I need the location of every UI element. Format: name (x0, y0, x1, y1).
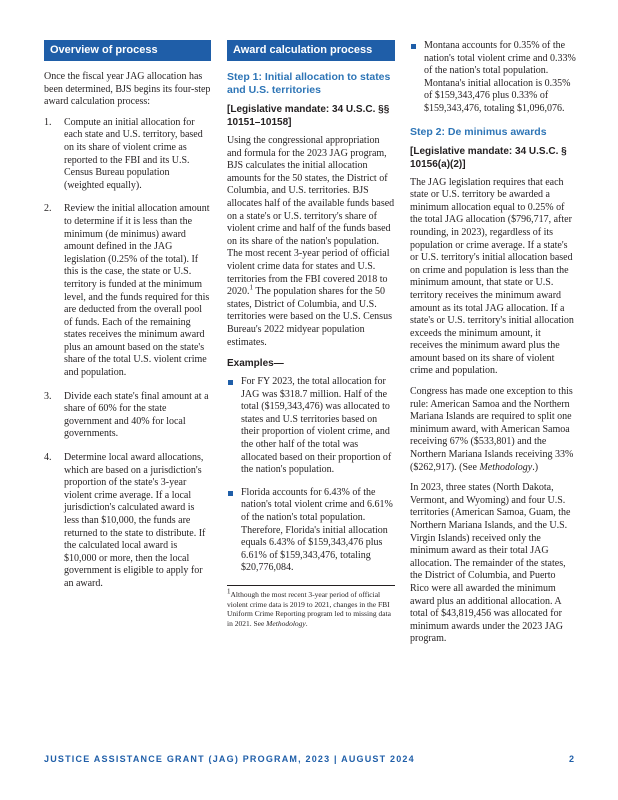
footnote-ref: 1 (249, 283, 253, 292)
bullet-icon (411, 44, 416, 49)
footnote-number: 1 (227, 587, 231, 596)
award-calculation-column (227, 40, 395, 628)
example-text: For FY 2023, the total allocation for JAG was $318.7 million. Half of the total ($159,343,476) was allocated to states and U.S territories based on their proportion of violent crime, and the other half of the total was allocated based on their proportion of the nation's population. (241, 376, 392, 476)
example-item (227, 487, 395, 575)
step1-body-text-2: The population shares for the 50 states, District of Columbia, and U.S. territories were based on the U.S. Census Bureau's 2022 midyear population estimates. (227, 286, 392, 348)
step-number: 1. (44, 116, 52, 128)
process-step (44, 391, 211, 441)
step-text: Divide each state's final amount at a share of 60% for the state government and 40% for local governments. (64, 390, 209, 440)
step-number: 2. (44, 203, 52, 215)
step2-paragraph-3: In 2023, three states (North Dakota, Vermont, and Wyoming) and four U.S. territories (American Samoa, Guam, the Northern Mariana Islands, and the U.S. Virgin Islands) received only the minimum award as their total JAG allocation. The remainder of the states, the District of Columbia, and Puerto Rico were all awarded the minimum award plus an additional allocation. A total of $43,819,456 was allocated for minimum awards under the 2023 JAG program. (410, 482, 571, 645)
process-step (44, 117, 211, 193)
step1-body (227, 135, 395, 349)
step1-body-text: Using the congressional appropriation and formula for the 2023 JAG program, BJS calculates the initial allocation amounts for the 50 states, the District of Columbia, and U.S. territories. BJS allocates half of the available funds based on a state's or U.S. territory's share of violent crime and half of the funds based on its share of the nation's population. The most recent 3-year period of official violent crime data for states and U.S. territories from the FBI covered 2018 to 2020. (227, 135, 395, 298)
bullet-icon (228, 380, 233, 385)
process-step (44, 452, 211, 591)
process-step (44, 203, 211, 379)
step2-title: Step 2: De minimus awards (410, 125, 547, 138)
footnote (227, 585, 395, 628)
step-text: Determine local award allocations, which are based on a jurisdiction's proportion of the state's 3-year violent crime average. If a local jurisdiction's calculated award is less than $10,000, the funds are returned to the state to distribute. If the calculated local award is $10,000 or more, then the local government is eligible to apply for an award. (64, 452, 206, 589)
page-footer (44, 754, 574, 764)
example-text: Florida accounts for 6.43% of the nation's total violent crime and 6.61% of the nation's total population. Therefore, Florida's initial allocation equals 6.43% of $159,343,476 plus 6.61% of $159,343,476, totaling $20,776,084. (241, 486, 393, 574)
third-column (410, 40, 576, 654)
award-calculation-heading: Award calculation process (227, 40, 395, 61)
overview-heading: Overview of process (44, 40, 211, 61)
step1-mandate: [Legislative mandate: 34 U.S.C. §§ 10151–10158] (227, 104, 390, 128)
example-item (410, 40, 576, 116)
step2-paragraph-2-text: Congress has made one exception to this rule: American Samoa and the Northern Mariana Islands are required to split one minimum award, with American Samoa receiving 67% ($533,801) and the Northern Mariana Islands receiving 33% ($262,917). (See (410, 386, 574, 473)
example-text: Montana accounts for 0.35% of the nation's total violent crime and 0.33% of the nation's total population. Montana's initial allocation is 0.35% of $159,343,476 plus 0.33% of $159,343,476, totaling $1,096,076. (424, 40, 576, 114)
page-number: 2 (568, 754, 574, 764)
step2-paragraph-2-end: .) (532, 461, 539, 473)
step2-paragraph-2 (410, 386, 576, 474)
footer-title: JUSTICE ASSISTANCE GRANT (JAG) PROGRAM, 2023 | AUGUST 2024 (44, 754, 415, 764)
step-text: Compute an initial allocation for each state and U.S. territory, based on its share of violent crime as reported to the FBI and its U.S. Census Bureau population (weighted equally). (64, 116, 203, 191)
footnote-text: Although the most recent 3-year period of official violent crime data is 2019 to 2021, changes in the FBI Uniform Crime Reporting program led to missing data in 2021. See (227, 590, 391, 628)
example-item (227, 376, 395, 477)
examples-list (227, 376, 395, 575)
footnote-end: . (305, 618, 308, 628)
step2-mandate: [Legislative mandate: 34 U.S.C. § 10156(a)(2)] (410, 145, 567, 170)
step-number: 3. (44, 390, 52, 402)
overview-column (44, 40, 211, 602)
examples-label: Examples— (227, 358, 284, 370)
overview-intro: Once the fiscal year JAG allocation has been determined, BJS begins its four-step award calculation process: (44, 71, 211, 108)
bullet-icon (228, 491, 233, 496)
step-text: Review the initial allocation amount to determine if it is less than the minimum (de minimus) award amount defined in the JAG legislation (0.25% of the total). If this is the case, the state or U.S. territory is funded at the minimum level, and the funds required for this are deducted from the overall pool of funds. Each of the remaining states receives the minimum award plus an amount based on the state's share of the total U.S. violent crime and population. (64, 203, 210, 379)
step2-paragraph-1: The JAG legislation requires that each state or U.S. territory be awarded a minimum allocation equal to 0.25% of the total JAG allocation ($796,717, after rounding, in 2023), regardless of its population or crime average. If a state's or U.S. territory's initial allocation based on crime and population is less than the minimum amount, that state or U.S. territory receives the minimum award amount as its total JAG allocation. If a state's or U.S. territory's initial allocation exceeds the minimum amount, it receives the minimum award plus the amount based on its share of violent crime and population. (410, 176, 574, 377)
methodology-ref: Methodology (479, 461, 533, 473)
process-steps-list (44, 117, 211, 591)
step-number: 4. (44, 452, 52, 464)
step1-title: Step 1: Initial allocation to states and U.S. territories (227, 71, 391, 96)
footnote-methodology: Methodology (266, 618, 306, 628)
examples-list-continued (410, 40, 576, 116)
